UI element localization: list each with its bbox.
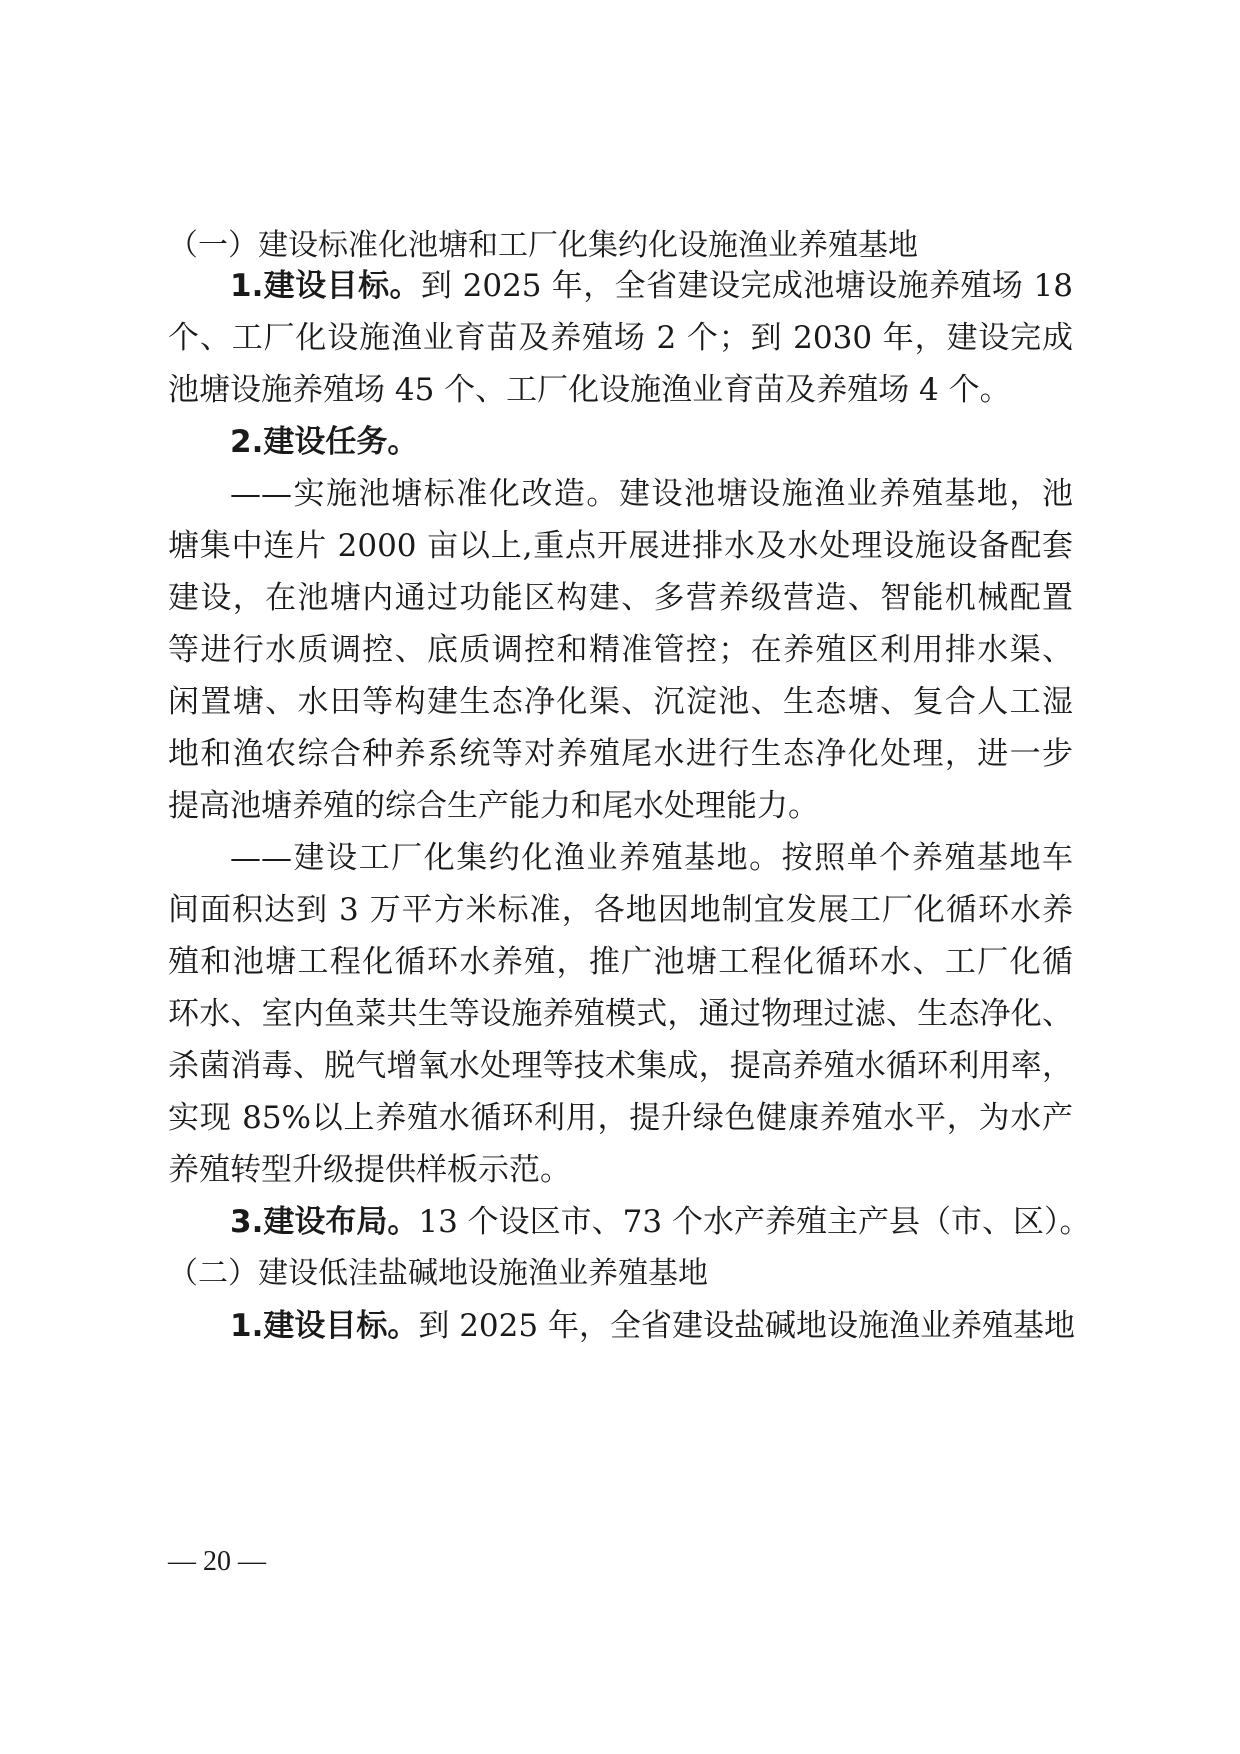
section-1-heading: （一）建设标准化池塘和工厂化集约化设施渔业养殖基地 — [168, 228, 918, 263]
section-2-goal-line-1 — [168, 1306, 1073, 1346]
layout-text: 13 个设区市、73 个水产养殖主产县（市、区）。 — [418, 1204, 1091, 1240]
task-b-line-6: 实现 85%以上养殖水循环利用，提升绿色健康养殖水平，为水产 — [168, 1100, 1073, 1136]
task-a-text: ——实施池塘标准化改造。建设池塘设施渔业养殖基地，池 — [230, 476, 1073, 512]
task-a-line-2: 塘集中连片 2000 亩以上,重点开展进排水及水处理设施设备配套 — [168, 528, 1073, 564]
task-a-line-3: 建设，在池塘内通过功能区构建、多营养级营造、智能机械配置 — [168, 580, 1073, 616]
layout-label: 3.建设布局。 — [230, 1204, 419, 1240]
task-a-line-4: 等进行水质调控、底质调控和精准管控；在养殖区利用排水渠、 — [168, 632, 1073, 668]
section-1-goal-line-1 — [168, 266, 1073, 306]
section-1-layout-line — [168, 1202, 1091, 1242]
page-number: — 20 — — [168, 1546, 266, 1577]
goal-label: 1.建设目标。 — [230, 268, 421, 304]
task-a-line-7: 提高池塘养殖的综合生产能力和尾水处理能力。 — [168, 788, 819, 824]
task-b-line-5: 杀菌消毒、脱气增氧水处理等技术集成，提高养殖水循环利用率， — [168, 1048, 1073, 1084]
goal-text-2: 到 2025 年，全省建设盐碱地设施渔业养殖基地 — [418, 1308, 1075, 1344]
section-1-goal-line-2: 个、工厂化设施渔业育苗及养殖场 2 个；到 2030 年，建设完成 — [168, 320, 1073, 356]
task-b-line-2: 间面积达到 3 万平方米标准，各地因地制宜发展工厂化循环水养 — [168, 892, 1073, 928]
task-a-line-1 — [168, 474, 1073, 514]
task-a-line-5: 闲置塘、水田等构建生态净化渠、沉淀池、生态塘、复合人工湿 — [168, 684, 1073, 720]
task-a-line-6: 地和渔农综合种养系统等对养殖尾水进行生态净化处理，进一步 — [168, 736, 1073, 772]
task-label: 2.建设任务。 — [230, 424, 419, 460]
task-b-line-1 — [168, 838, 1073, 878]
task-b-line-7: 养殖转型升级提供样板示范。 — [168, 1152, 571, 1188]
task-b-line-3: 殖和池塘工程化循环水养殖，推广池塘工程化循环水、工厂化循 — [168, 944, 1073, 980]
section-1-goal-line-3: 池塘设施养殖场 45 个、工厂化设施渔业育苗及养殖场 4 个。 — [168, 372, 1011, 408]
task-b-text: ——建设工厂化集约化渔业养殖基地。按照单个养殖基地车 — [230, 840, 1073, 876]
section-2-heading: （二）建设低洼盐碱地设施渔业养殖基地 — [168, 1256, 708, 1291]
task-b-line-4: 环水、室内鱼菜共生等设施养殖模式，通过物理过滤、生态净化、 — [168, 996, 1073, 1032]
goal-label-2: 1.建设目标。 — [230, 1308, 419, 1344]
goal-text: 到 2025 年，全省建设完成池塘设施养殖场 18 — [420, 268, 1073, 304]
section-1-task-heading — [168, 422, 1073, 462]
